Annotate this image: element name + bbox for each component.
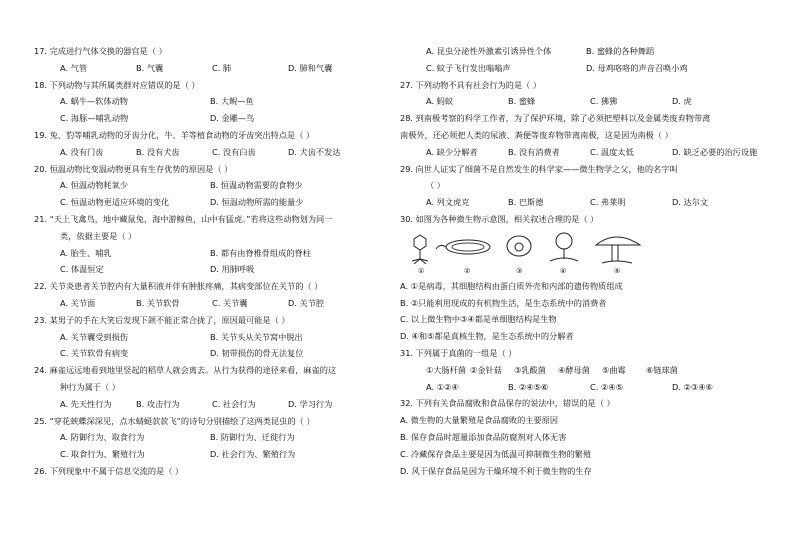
question-line: A. ①是病毒，其细胞结构由蛋白质外壳和内部的遗传物质组成	[400, 280, 623, 291]
option: C. 社会行为	[212, 398, 256, 409]
question-line: 30. 如图为各种微生物示意图，相关叙述合理的是（ ）	[400, 213, 599, 224]
options-row	[34, 348, 389, 365]
question-line: 17. 完成进行气体交换的器官是（ ）	[34, 46, 167, 56]
option: A. 气管	[60, 62, 88, 73]
question-line: 23. 某男子的手在大笑后发现下颌不能正常合拢了，原因最可能是（ ）	[34, 314, 290, 325]
question-line: C. 以上微生物中③④都是单细胞结构是生物	[400, 314, 557, 325]
question-line: 21. “天上飞禽鸟，地中藏鼠兔，海中游鲸鱼，山中有猛虎。”若将这些动物划为同一	[34, 213, 333, 224]
options-row	[400, 382, 770, 399]
options-row	[34, 113, 389, 130]
option: C. ②④⑤	[590, 381, 623, 392]
question-line: 32. 下列有关食品腐败和食品保存的说法中，错误的是（ ）	[400, 398, 615, 409]
option: B. 攻击行为	[136, 398, 180, 409]
option: B. 关节头从关节窝中脱出	[210, 331, 303, 342]
option: D. 犬齿不发达	[288, 146, 341, 157]
option: D. 缺乏必要的治污设施	[672, 146, 758, 157]
option: B. 蜜蜂的各种舞蹈	[586, 46, 655, 56]
option: C. 肺	[212, 62, 232, 73]
option: D. 恒温动物所需的能量少	[210, 197, 304, 208]
options-row	[34, 180, 389, 197]
question-line: 19. 兔、豹等哺乳动物的牙齿分化，牛、羊等植食动物的牙齿突出特点是（ ）	[34, 129, 315, 140]
options-row	[34, 432, 389, 449]
question-line: （ ）	[426, 180, 445, 191]
question-line: 25. “穿花蛱蝶深深见，点水蜻蜓款款飞”的诗句分别描绘了这两类昆虫的（ ）	[34, 415, 315, 426]
question-line: 26. 下列现象中不属于信息交流的是（ ）	[34, 465, 184, 476]
figure-label: ⑤	[614, 266, 621, 275]
option: ④酵母菌	[558, 364, 590, 375]
options-row	[34, 248, 389, 265]
option: B. 恒温动物需要的食物少	[210, 180, 303, 191]
option: D. 达尔文	[672, 197, 709, 208]
option: A. 关节面	[60, 297, 96, 308]
option: C. 温度太低	[590, 146, 634, 157]
options-row	[34, 197, 389, 214]
options-row	[34, 298, 389, 315]
option: A. 胎生、哺乳	[60, 247, 112, 258]
question-line: 18. 下列动物与其所属类群对应错误的是（ ）	[34, 79, 200, 90]
option: B. 关节软骨	[136, 297, 180, 308]
question-line: D. 风干保存食品是因为干燥环境不利于微生物的生存	[400, 465, 592, 476]
option: A. 蜗牛—软体动物	[60, 96, 128, 107]
question-line: 24. 麻雀远远地看到地里竖起的稻草人就会离去。从行为获得的途径来看，麻雀的这	[34, 365, 337, 376]
question-line: B. ②只能利用现成的有机物生活，是生态系统中的消费者	[400, 297, 607, 308]
option: A. 防御行为、取食行为	[60, 432, 145, 443]
option: D. 肺和气囊	[288, 62, 333, 73]
option: B. 大鲵—鱼	[210, 96, 254, 107]
option: C. 体温恒定	[60, 264, 104, 275]
option: A. 先天性行为	[60, 398, 112, 409]
options-row	[34, 399, 389, 416]
figure-label: ③	[516, 266, 523, 275]
option: C. 狒狒	[590, 96, 618, 107]
option: A. 没有门齿	[60, 146, 104, 157]
question-line: 31. 下列属于真菌的一组是（ ）	[400, 347, 517, 358]
option: C. 蚊子飞行发出嗡嗡声	[426, 62, 511, 73]
left-column	[34, 46, 389, 483]
option: A. ①②④	[426, 381, 459, 392]
mold-drawing	[550, 233, 578, 261]
option: D. 社会行为、繁殖行为	[210, 449, 296, 460]
options-row	[34, 147, 389, 164]
question-line: C. 冷藏保存食品主要是因为低温可抑制微生物的繁殖	[400, 448, 592, 459]
option: ②金针菇	[470, 364, 502, 375]
option: A. 缺少分解者	[426, 146, 478, 157]
option: B. 蜜蜂	[508, 96, 536, 107]
question-line: 种行为属于（ ）	[60, 381, 120, 392]
option: D. 关节腔	[288, 297, 325, 308]
options-row	[34, 96, 389, 113]
option: A. 关节囊受到损伤	[60, 331, 128, 342]
options-row	[34, 63, 389, 80]
microbe-diagram	[406, 231, 666, 269]
question-line: A. 微生物的大量繁殖是食品腐败的主要原因	[400, 415, 559, 426]
question-line: 28. 到南极考察的科学工作者，为了保护环境，除了必须把塑料以及金属类废弃物带离	[400, 113, 711, 124]
mushroom-drawing	[596, 237, 640, 263]
question-line: B. 保存食品时超量添加食品防腐剂对人体无害	[400, 431, 567, 442]
option: C. 取食行为、繁殖行为	[60, 449, 145, 460]
figure-label: ②	[464, 266, 471, 275]
option: D. 虎	[672, 96, 692, 107]
options-row	[34, 264, 389, 281]
option: A. 列文虎克	[426, 197, 470, 208]
option: C. 弗莱明	[590, 197, 626, 208]
options-row	[400, 46, 770, 63]
option: B. 都有由脊椎骨组成的脊柱	[210, 247, 311, 258]
option: D. 金雕—鸟	[210, 113, 255, 124]
option: ⑤曲霉	[602, 364, 626, 375]
question-line: 20. 恒温动物比变温动物更具有生存优势的原因是（ ）	[34, 163, 233, 174]
option: D. 韧带损伤的骨无法复位	[210, 348, 304, 359]
question-line: 27. 下列动物不具有社会行为的是（ ）	[400, 79, 542, 90]
question-line: 类，依据主要是（ ）	[60, 230, 137, 241]
microbe-figure	[400, 231, 770, 281]
option: B. 没有犬齿	[136, 146, 180, 157]
options-row	[34, 449, 389, 466]
figure-label: ④	[560, 266, 567, 275]
option: D. 用肺呼吸	[210, 264, 255, 275]
options-row	[400, 197, 770, 214]
right-column	[400, 46, 770, 482]
option: C. 关节软骨有病变	[60, 348, 129, 359]
options-row	[400, 96, 770, 113]
option: C. 没有臼齿	[212, 146, 256, 157]
option: B. 防御行为、迁徙行为	[210, 432, 295, 443]
yeast-drawing	[507, 236, 531, 256]
figure-label: ①	[418, 266, 425, 275]
option: A. 恒温动物耗氧少	[60, 180, 128, 191]
option: ③乳酸菌	[514, 364, 546, 375]
option: D. 学习行为	[288, 398, 333, 409]
question-line: 南极外，还必须把人类的尿液、粪便等废弃物带离南极，这是因为南极（ ）	[400, 129, 673, 140]
options-row	[400, 365, 770, 382]
option: C. 关节囊	[212, 297, 248, 308]
option: ⑥链球菌	[646, 364, 678, 375]
option: C. 恒温动物更适应环境的变化	[60, 197, 170, 208]
option: D. 母鸡咯咯的声音召唤小鸡	[586, 62, 688, 73]
question-line: 29. 向世人证实了细菌不是自然发生的科学家——微生物学之父，他的名字叫	[400, 163, 678, 174]
option: C. 海豚—哺乳动物	[60, 113, 129, 124]
virus-drawing	[412, 235, 428, 264]
option: D. ②③④⑥	[672, 381, 713, 392]
question-line: D. ④和⑤都是真核生物，是生态系统中的分解者	[400, 331, 574, 342]
options-row	[400, 147, 770, 164]
question-line: 22. 关节炎患者关节腔内有大量积液并伴有肿胀疼痛，其病变部位在关节的（ ）	[34, 281, 323, 292]
option: B. 巴斯德	[508, 197, 544, 208]
option: ①大肠杆菌	[426, 364, 467, 375]
option: A. 蚂蚁	[426, 96, 454, 107]
option: B. 没有消费者	[508, 146, 560, 157]
options-row	[34, 332, 389, 349]
bacterium-drawing	[436, 240, 490, 254]
option: B. 气囊	[136, 62, 164, 73]
option: A. 昆虫分泌性外激素引诱异性个体	[426, 46, 552, 56]
option: B. ②④⑤⑥	[508, 381, 549, 392]
options-row	[400, 63, 770, 80]
